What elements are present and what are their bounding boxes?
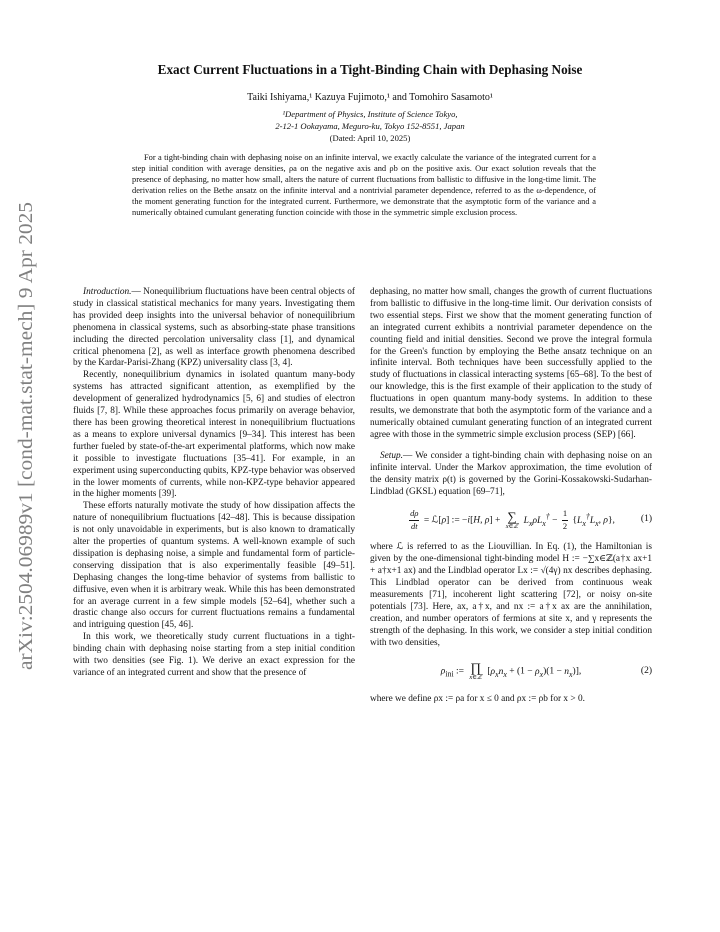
setup-paragraph bbox=[370, 451, 652, 499]
equation-1 bbox=[370, 506, 652, 534]
abstract: For a tight-binding chain with dephasing noise on an infinite interval, we exactly calculate the variance of the integrated current for a step initial condition with average densities, ρa on the negative axis and ρb on the positive axis. Our exact solution reveals that the presence of dephasing, no matter how small, alters the nature of current fluctuations from ballistic to diffusive in the long-time limit. The derivation relies on the Bethe ansatz on the infinite interval and a nontrivial parameter dependence, referred to as the ω-dependence, of the moment generating function for the integrated current. Furthermore, we demonstrate that the asymptotic form of the variance and a numerically obtained cumulant generating function coincide with those in the symmetric simple exclusion process. bbox=[132, 153, 596, 218]
setup-text: — We consider a tight-binding chain with dephasing noise on an infinite interval. Under the Markov approximation, the time evolution of the density matrix ρ(t) is governed by the Gorini-Kossakowski-Sudarhan-Lindblad (GKSL) equation [69–71], bbox=[370, 450, 652, 497]
left-column bbox=[73, 287, 355, 680]
equation-1-number: (1) bbox=[640, 514, 652, 525]
paragraph-liouvillian: where ℒ is referred to as the Liouvillian. In Eq. (1), the Hamiltonian is given by the one-dimensional tight-binding model H := −∑x∈ℤ(a†x ax+1 + a†x+1 ax) and the Lindblad operator Lx := √(4γ) nx describes dephasing. This Lindblad operator can be derived from continuous weak measurements [71], incoherent light scattering [72], or noisy on-site potentials [73]. Here, ax, a†x, and nx := a†x ax are the annihilation, creation, and number operators of fermions at site x, and γ represents the strength of the dephasing. In this work, we consider a step initial condition with two densities, bbox=[370, 542, 652, 648]
equation-2-body: $\rho_{ini}$ := ∏ x∈ℤ $[\rho_xn_x + (1 - \rho_x)(1 - n_x)]$, bbox=[440, 660, 582, 682]
equation-2-number: (2) bbox=[640, 665, 652, 676]
arxiv-identifier-text: arXiv:2504.06989v1 [cond-mat.stat-mech] 9 Apr 2025 bbox=[16, 243, 37, 670]
paragraph-dissipation: These efforts naturally motivate the study of how dissipation affects the nature of nonequilibrium fluctuations [42–48]. This is because dissipation is not only unavoidable in experiments, but is also known to dramatically alter the properties of quantum systems. A well-known example of such dissipation is dephasing noise, a simple and fundamental form of particle-conserving dissipation that is also experimentally feasible [49–51]. Dephasing changes the long-time behavior of systems from ballistic to diffusive, even when it is arbitrary weak. While this has been demonstrated for an average current in a few simple models [52–64], whether such a drastic change also occurs for current fluctuations remains a fundamental and intriguing question [45, 46]. bbox=[73, 501, 355, 631]
introduction-paragraph bbox=[73, 287, 355, 370]
paragraph-this-work: In this work, we theoretically study current fluctuations in a tight-binding chain with dephasing noise starting from a step initial condition with two densities (see Fig. 1). We derive an exact expression for the variance of an integrated current and show that the presence of bbox=[73, 632, 355, 678]
affiliation-line-2: 2-12-1 Ookayama, Meguro-ku, Tokyo 152-8551, Japan bbox=[275, 121, 465, 131]
paper-affiliation bbox=[60, 108, 680, 144]
paper-authors: Taiki Ishiyama,¹ Kazuya Fujimoto,¹ and Tomohiro Sasamoto¹ bbox=[247, 92, 493, 103]
equation-1-body: $\frac{d\rho}{dt}$ = ℒ[ρ] := −i[H, ρ] + ∑ x∈ℤ $L_x\rho L_x^\dagger$ − $\frac{1}{2}$ {$L_x^\dagger L_x$, ρ}, bbox=[410, 508, 615, 531]
equation-2 bbox=[370, 658, 652, 686]
affiliation-line-1: ¹Department of Physics, Institute of Science Tokyo, bbox=[282, 109, 458, 119]
introduction-text: — Nonequilibrium fluctuations have been central objects of study in classical statistical mechanics for many years. Investigating them has provided deep insights into the universal behavior of nonequilibrium phenomena in classical systems, such as absorbing-state phase transitions including the directed percolation universality class [1], and dynamical critical phenomena [2], as well as interface growth phenomena described by the Kardar-Parisi-Zhang (KPZ) universality class [3, 4]. bbox=[73, 287, 355, 369]
setup-heading: Setup. bbox=[380, 450, 403, 461]
paragraph-derivation: dephasing, no matter how small, changes the growth of current fluctuations from ballistic to diffusive in the long-time limit. Our derivation consists of two essential steps. First we show that the moment generating function of an integrated current exhibits a nontrivial parameter dependence on the counting field and initial densities. Second we prove the integral formula for the Green's function by employing the Bethe ansatz technique on an infinite interval. Both techniques have been successfully applied to the study of fluctuations in classical interacting systems [65–68]. To the best of our knowledge, this is the first example of their application to the study of fluctuations in open quantum many-body systems. In addition to these results, we demonstrate that both the asymptotic form of the variance and a numerically obtained cumulant generating function of an integrated current agree with those in the symmetric simple exclusion process (SEP) [66]. bbox=[370, 287, 652, 440]
paper-title: Exact Current Fluctuations in a Tight-Binding Chain with Dephasing Noise bbox=[157, 62, 583, 77]
arxiv-identifier-svg bbox=[10, 200, 42, 670]
arxiv-identifier bbox=[10, 200, 42, 670]
introduction-heading: Introduction. bbox=[83, 287, 132, 297]
paper-date: (Dated: April 10, 2025) bbox=[329, 133, 411, 143]
paragraph-density-definition: where we define ρx := ρa for x ≤ 0 and ρx := ρb for x > 0. bbox=[370, 693, 585, 704]
paragraph-recent-dynamics: Recently, nonequilibrium dynamics in isolated quantum many-body systems has attracted significant attention, as exemplified by the development of generalized hydrodynamics [5, 6] and studies of electron fluids [7, 8]. While these approaches focus primarily on average behavior, there has been growing theoretical interest in nonequilibrium fluctuations as a means to explore universal dynamics [9–34]. This interest has been further fueled by state-of-the-art experimental platforms, which now make it possible to investigate fluctuations [35–41]. For example, in an experiment using superconducting qubits, KPZ-type behavior was observed in the lower moments of currents, while non-KPZ-type behavior appeared in the higher moments [39]. bbox=[73, 370, 355, 500]
right-column bbox=[370, 287, 652, 705]
